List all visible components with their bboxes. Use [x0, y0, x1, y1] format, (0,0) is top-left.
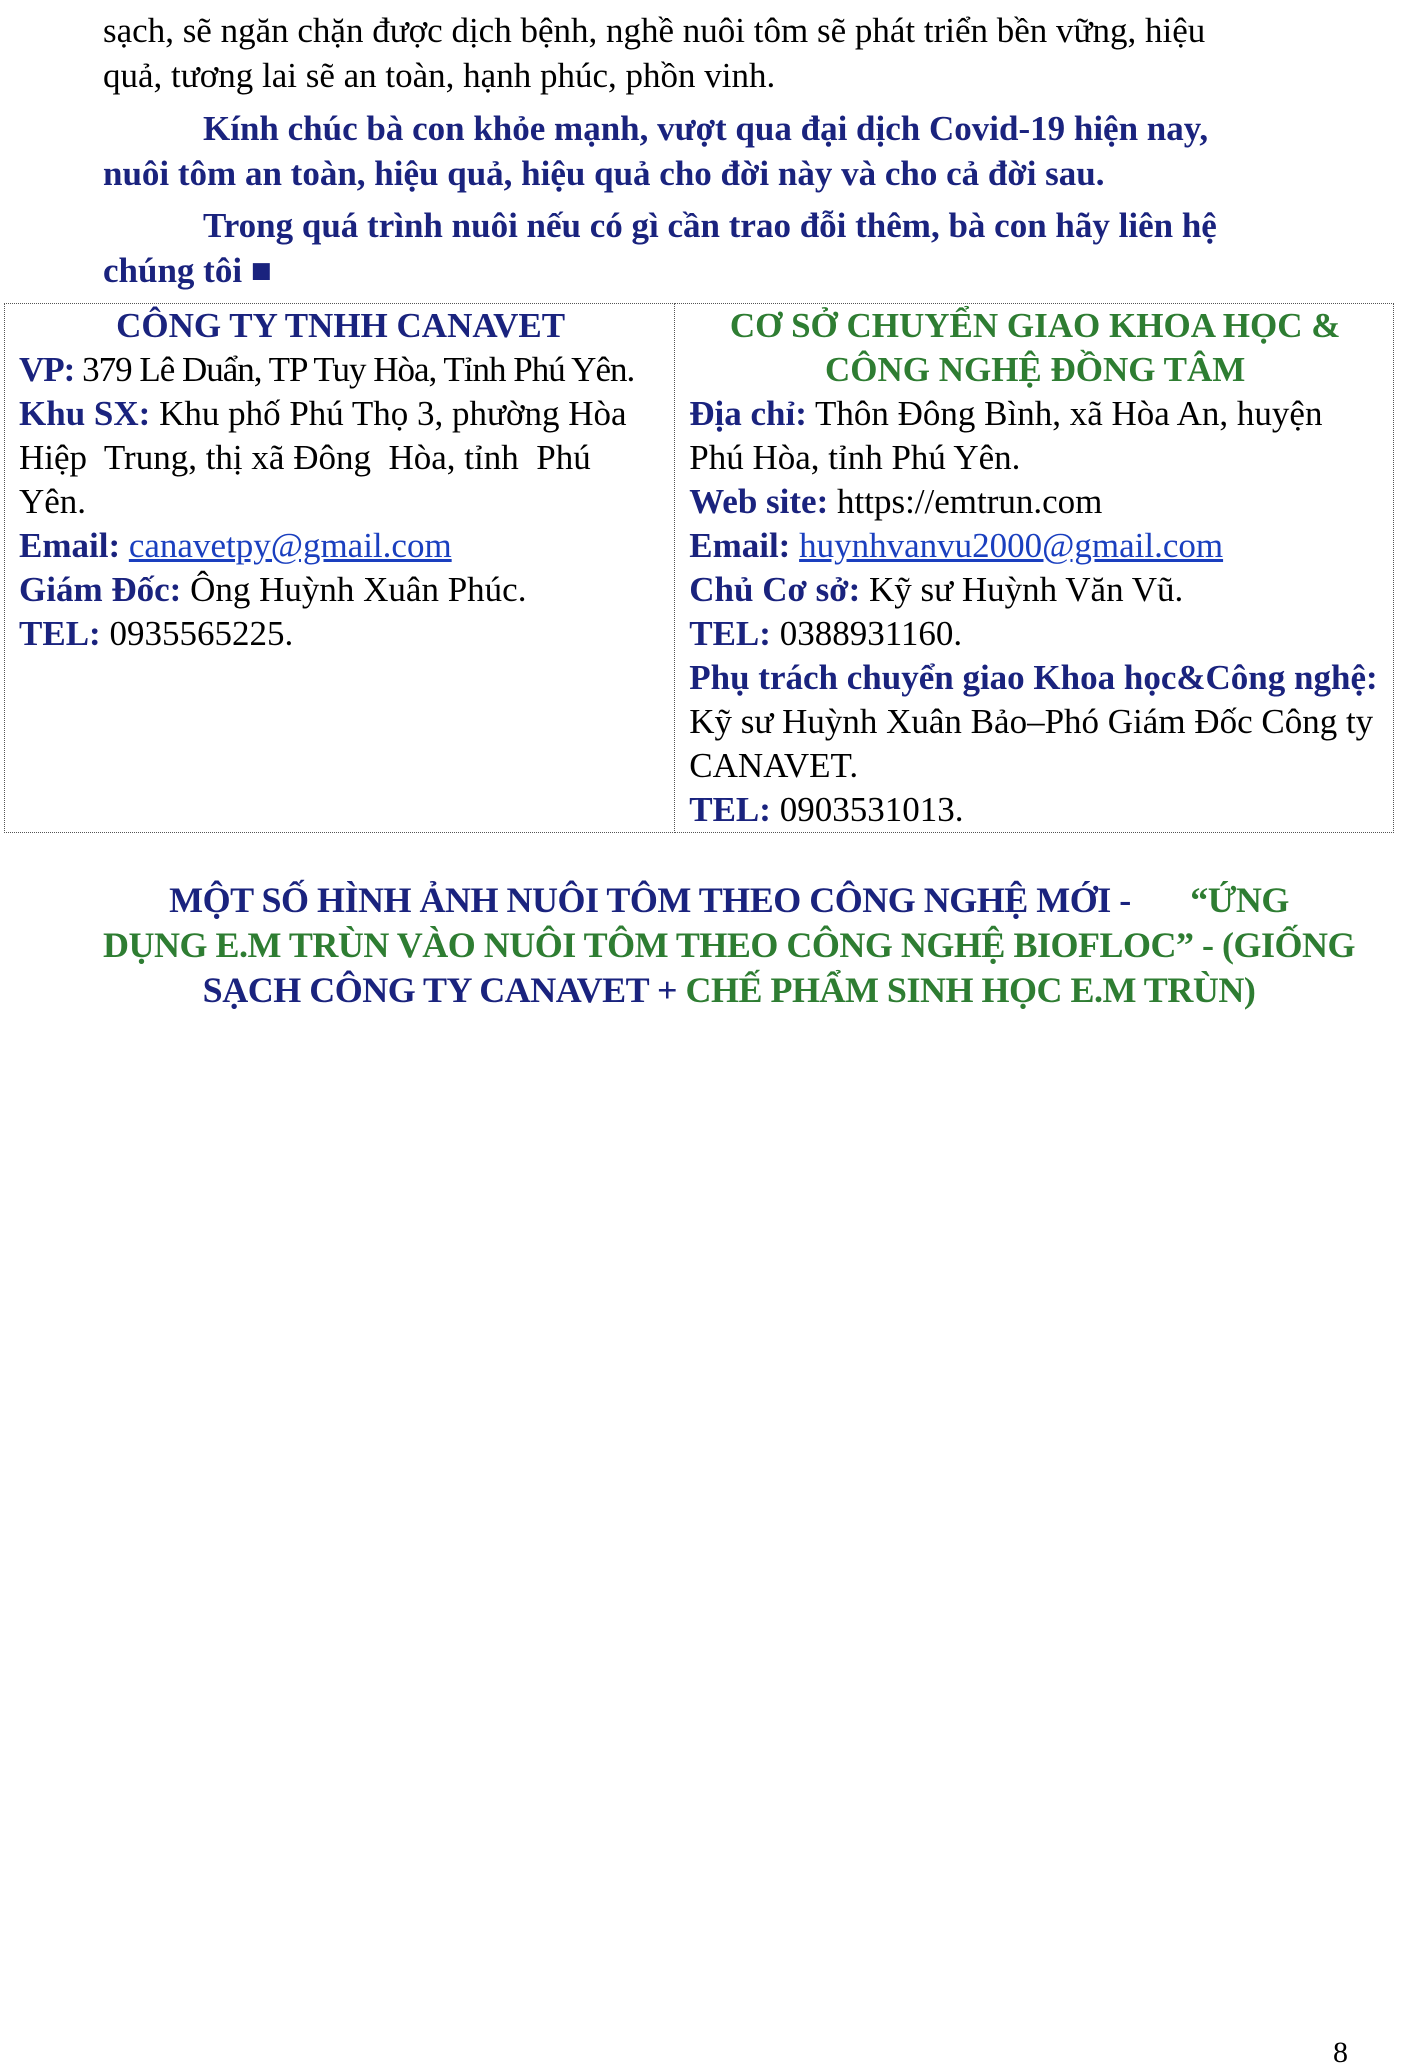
- intro-paragraph: [103, 8, 1355, 98]
- dongtam-title-2: CÔNG NGHỆ ĐỒNG TÂM: [824, 350, 1246, 389]
- contact-line-1: Trong quá trình nuôi nếu có gì cần trao đỗi thêm, bà con hãy liên hệ: [203, 206, 1217, 245]
- canavet-email-link[interactable]: canavetpy@gmail.com: [128, 526, 452, 565]
- dongtam-website: Web site: https://emtrun.com: [689, 482, 1103, 521]
- dongtam-email: Email: huynhvanvu2000@gmail.com: [689, 526, 1224, 565]
- intro-line-2: quả, tương lai sẽ an toàn, hạnh phúc, phồn vinh.: [103, 56, 776, 95]
- wish-line-2: nuôi tôm an toàn, hiệu quả, hiệu quả cho đời này và cho cả đời sau.: [103, 154, 1105, 193]
- canavet-tel: TEL: 0935565225.: [19, 614, 294, 653]
- transfer-label: Phụ trách chuyển giao Khoa học&Công nghệ:: [689, 658, 1378, 697]
- transfer-person-2: CANAVET.: [689, 746, 859, 785]
- dongtam-contact-cell: [675, 304, 1394, 833]
- contact-line-2: chúng tôi ■: [103, 251, 272, 290]
- wish-paragraph: [103, 106, 1355, 196]
- dongtam-owner: Chủ Cơ sở: Kỹ sư Huỳnh Văn Vũ.: [689, 570, 1184, 609]
- contact-table: [4, 303, 1394, 833]
- photo-section-caption: MỘT SỐ HÌNH ẢNH NUÔI TÔM THEO CÔNG NGHỆ MỚI - “ỨNG DỤNG E.M TRÙN VÀO NUÔI TÔM THEO CÔNG NGHỆ BIOFLOC” - (GIỐNG SẠCH CÔNG TY CANAVET + CHẾ PHẨM SINH HỌC E.M TRÙN): [103, 880, 1355, 1010]
- canavet-contact-cell: [5, 304, 675, 833]
- transfer-person-1: Kỹ sư Huỳnh Xuân Bảo–Phó Giám Đốc Công ty: [689, 702, 1374, 741]
- canavet-title: CÔNG TY TNHH CANAVET: [116, 306, 566, 345]
- canavet-office: VP: 379 Lê Duẩn, TP Tuy Hòa, Tỉnh Phú Yên.: [19, 350, 635, 389]
- page-number: 8: [1333, 2036, 1348, 2069]
- contact-paragraph: [103, 203, 1355, 293]
- intro-line-1: sạch, sẽ ngăn chặn được dịch bệnh, nghề nuôi tôm sẽ phát triển bền vững, hiệu: [103, 11, 1206, 50]
- dongtam-address: Địa chỉ: Thôn Đông Bình, xã Hòa An, huyện Phú Hòa, tỉnh Phú Yên.: [689, 394, 1323, 477]
- dongtam-title-1: CƠ SỞ CHUYỂN GIAO KHOA HỌC &: [729, 306, 1341, 345]
- canavet-production: Khu SX: Khu phố Phú Thọ 3, phường Hòa Hiệp Trung, thị xã Đông Hòa, tỉnh Phú Yên.: [19, 394, 627, 521]
- dongtam-email-link[interactable]: huynhvanvu2000@gmail.com: [799, 526, 1224, 565]
- wish-line-1: Kính chúc bà con khỏe mạnh, vượt qua đại dịch Covid-19 hiện nay,: [203, 109, 1209, 148]
- canavet-director: Giám Đốc: Ông Huỳnh Xuân Phúc.: [19, 570, 527, 609]
- canavet-email: Email: canavetpy@gmail.com: [19, 526, 452, 565]
- dongtam-tel: TEL: 0388931160.: [689, 614, 963, 653]
- transfer-tel: TEL: 0903531013.: [689, 790, 964, 829]
